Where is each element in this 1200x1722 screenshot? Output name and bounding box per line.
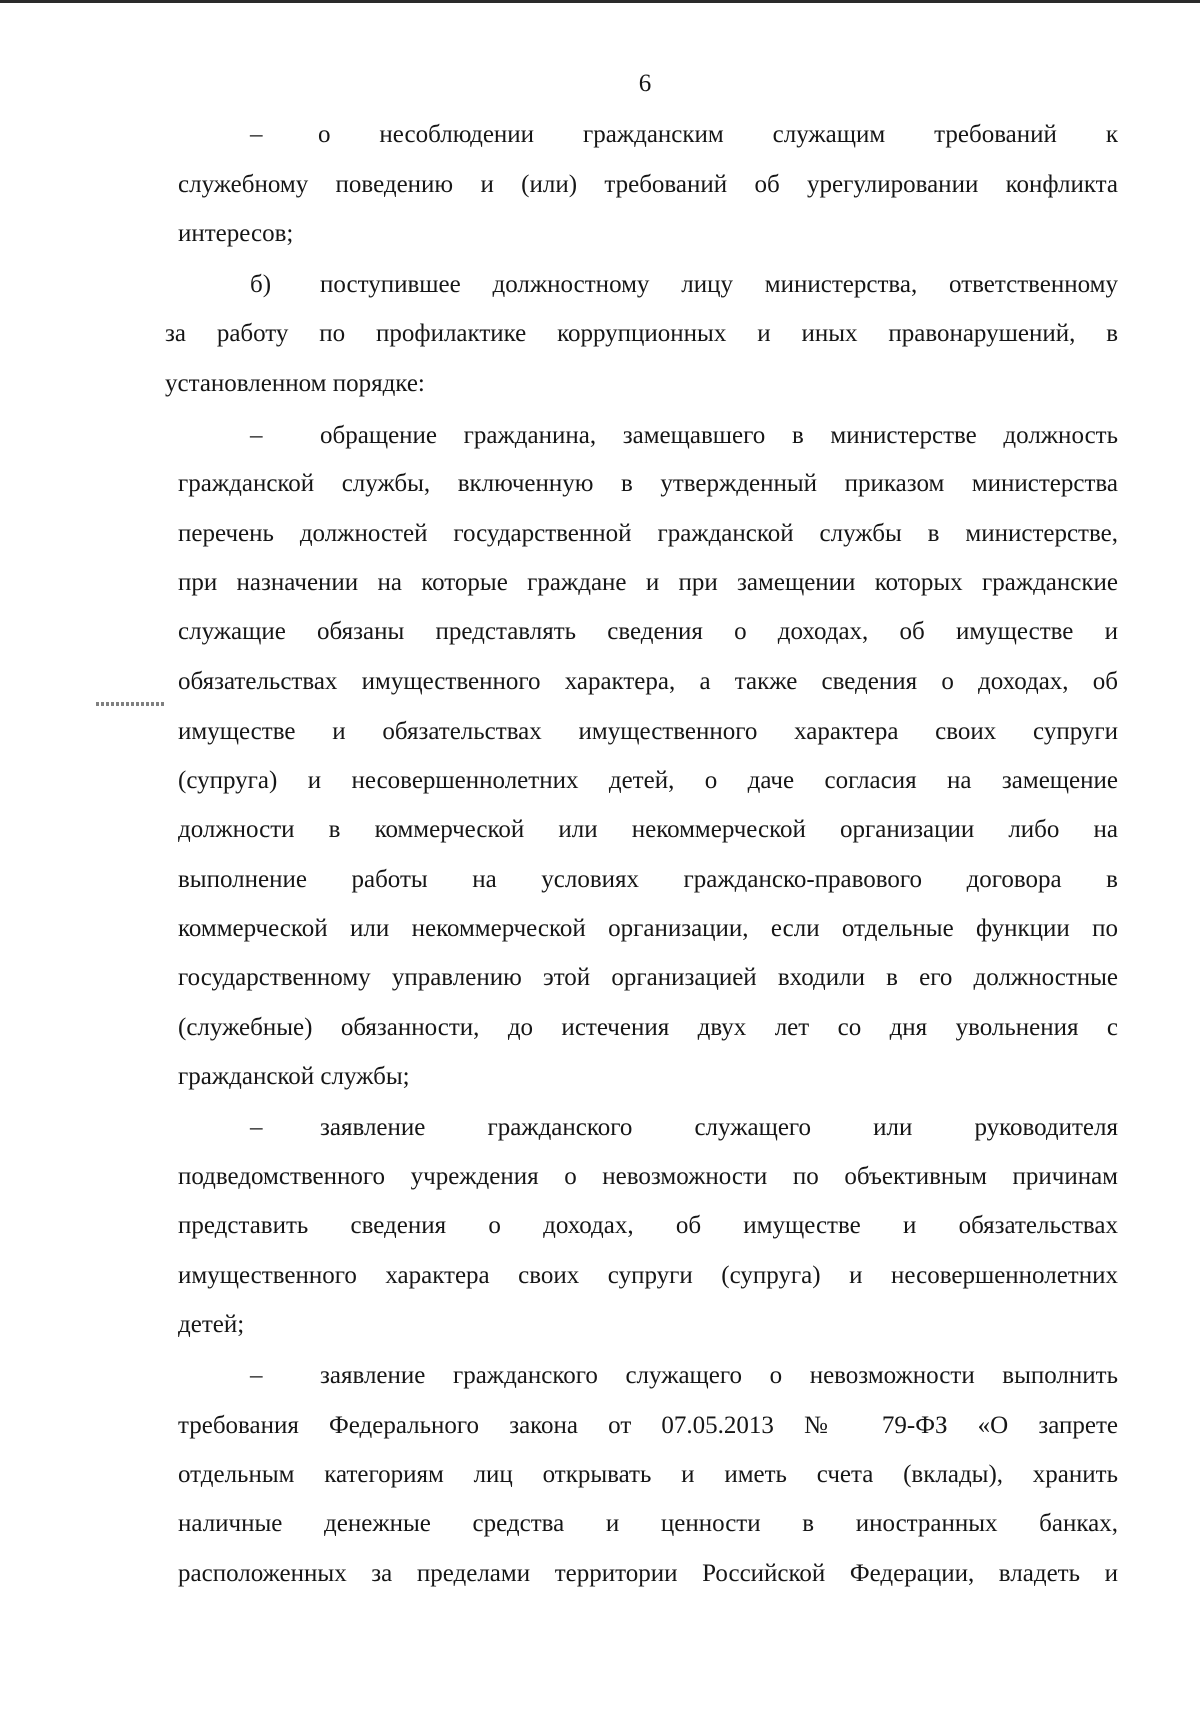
text-line: коммерческой или некоммерческой организации, если отдельные функции по (178, 915, 1118, 942)
text-line: обязательствах имущественного характера, а также сведения о доходах, об (178, 668, 1118, 695)
text-line: интересов; (178, 220, 294, 247)
text-line: служащие обязаны представлять сведения о доходах, об имуществе и (178, 618, 1118, 645)
text-line: обращение гражданина, замещавшего в министерстве должность (320, 422, 1118, 449)
text-line: представить сведения о доходах, об имуществе и обязательствах (178, 1212, 1118, 1239)
text-line: наличные денежные средства и ценности в иностранных банках, (178, 1510, 1118, 1537)
list-marker: б) (250, 271, 272, 298)
text-line: имущественного характера своих супруги (супруга) и несовершеннолетних (178, 1262, 1118, 1289)
text-line: о несоблюдении гражданским служащим требований к (318, 121, 1118, 148)
text-line: заявление гражданского служащего о невозможности выполнить (320, 1362, 1118, 1389)
list-dash: – (250, 121, 263, 148)
text-line: требования Федерального закона от 07.05.2013 № 79-ФЗ «О запрете (178, 1412, 1118, 1439)
text-line: (служебные) обязанности, до истечения двух лет со дня увольнения с (178, 1014, 1118, 1041)
list-dash: – (250, 422, 263, 449)
text-line: должности в коммерческой или некоммерческой организации либо на (178, 816, 1118, 843)
text-line: расположенных за пределами территории Российской Федерации, владеть и (178, 1560, 1118, 1587)
list-dash: – (250, 1114, 263, 1141)
text-line: имуществе и обязательствах имущественного характера своих супруги (178, 718, 1118, 745)
text-line: гражданской службы; (178, 1063, 410, 1090)
margin-annotation-mark (96, 702, 166, 706)
text-line: (супруга) и несовершеннолетних детей, о даче согласия на замещение (178, 767, 1118, 794)
text-line: гражданской службы, включенную в утвержденный приказом министерства (178, 470, 1118, 497)
list-dash: – (250, 1362, 263, 1389)
text-line: заявление гражданского служащего или руководителя (320, 1114, 1118, 1141)
top-border (0, 0, 1200, 3)
text-line: установленном порядке: (165, 370, 425, 397)
text-line: при назначении на которые граждане и при замещении которых гражданские (178, 569, 1118, 596)
text-line: перечень должностей государственной гражданской службы в министерстве, (178, 520, 1118, 547)
text-line: детей; (178, 1311, 245, 1338)
page-number: 6 (638, 70, 652, 97)
text-line: служебному поведению и (или) требований об урегулировании конфликта (178, 171, 1118, 198)
text-line: за работу по профилактике коррупционных и иных правонарушений, в (165, 320, 1118, 347)
text-line: поступившее должностному лицу министерства, ответственному (320, 271, 1118, 298)
text-line: подведомственного учреждения о невозможности по объективным причинам (178, 1163, 1118, 1190)
text-line: выполнение работы на условиях гражданско-правового договора в (178, 866, 1118, 893)
text-line: государственному управлению этой организацией входили в его должностные (178, 964, 1118, 991)
text-line: отдельным категориям лиц открывать и иметь счета (вклады), хранить (178, 1461, 1118, 1488)
